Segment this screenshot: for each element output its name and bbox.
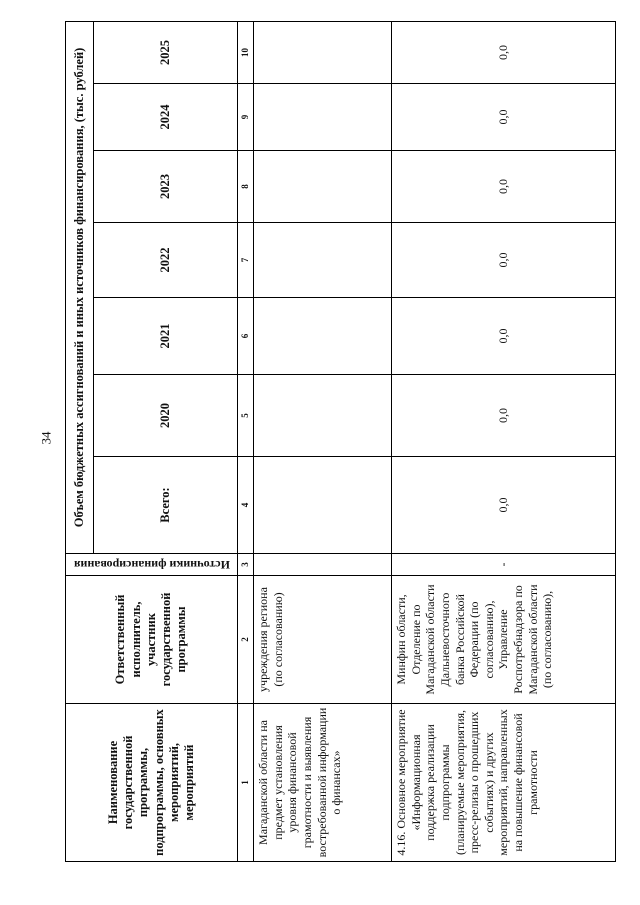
header-name: Наименование государственной программы, подпрограммы, основных мероприятий, мероприятий xyxy=(66,704,238,862)
table-row xyxy=(254,21,392,861)
row-executor: Минфин области, Отделение по Магаданской области Дальневосточного банка Российской Федерации (по согласованию), Управление Роспотребнадзора по Магаданской области (по согласованию), xyxy=(392,576,616,704)
page-number: 34 xyxy=(38,431,54,445)
column-number: 2 xyxy=(238,576,254,704)
row-value: 0,0 xyxy=(392,457,616,554)
row-value: 0,0 xyxy=(392,223,616,298)
row-value xyxy=(254,223,392,298)
rotated-table-container xyxy=(65,22,615,862)
financing-table xyxy=(65,21,616,862)
column-numbers-row xyxy=(238,21,254,861)
row-name: 4.16. Основное мероприятие «Информационная поддержка реализации подпрограммы (планируемые мероприятия, пресс-релизы о прошедших событиях) и других мероприятий, направленных на повышение финансовой грамотности xyxy=(392,704,616,862)
column-number: 4 xyxy=(238,457,254,554)
column-number: 3 xyxy=(238,554,254,576)
column-number: 6 xyxy=(238,298,254,375)
row-executor: учреждения региона (по согласованию) xyxy=(254,576,392,704)
table-row xyxy=(392,21,616,861)
column-number: 8 xyxy=(238,151,254,223)
header-year: 2022 xyxy=(94,223,238,298)
column-number: 9 xyxy=(238,84,254,151)
row-value: 0,0 xyxy=(392,84,616,151)
row-source xyxy=(254,554,392,576)
row-value xyxy=(254,375,392,457)
row-value: 0,0 xyxy=(392,298,616,375)
row-value xyxy=(254,298,392,375)
row-value xyxy=(254,457,392,554)
column-number: 1 xyxy=(238,704,254,862)
row-value: 0,0 xyxy=(392,151,616,223)
header-row-1 xyxy=(66,21,94,861)
header-total: Всего: xyxy=(94,457,238,554)
header-year: 2021 xyxy=(94,298,238,375)
header-executor: Ответственный исполнитель, участник государственной программы xyxy=(66,576,238,704)
header-year: 2025 xyxy=(94,21,238,83)
row-source: - xyxy=(392,554,616,576)
header-volume: Объем бюджетных ассигнований и иных источников финансирования, (тыс. рублей) xyxy=(66,21,94,553)
row-value: 0,0 xyxy=(392,21,616,83)
header-year: 2023 xyxy=(94,151,238,223)
column-number: 10 xyxy=(238,21,254,83)
row-value xyxy=(254,84,392,151)
row-name: Магаданской области на предмет установления уровня финансовой грамотности и выявления востребованной информации о финансах» xyxy=(254,704,392,862)
header-sources-text: Источники финансирования xyxy=(73,558,230,572)
column-number: 5 xyxy=(238,375,254,457)
row-value xyxy=(254,151,392,223)
header-sources xyxy=(66,554,238,576)
header-year: 2024 xyxy=(94,84,238,151)
row-value: 0,0 xyxy=(392,375,616,457)
row-value xyxy=(254,21,392,83)
header-year: 2020 xyxy=(94,375,238,457)
column-number: 7 xyxy=(238,223,254,298)
